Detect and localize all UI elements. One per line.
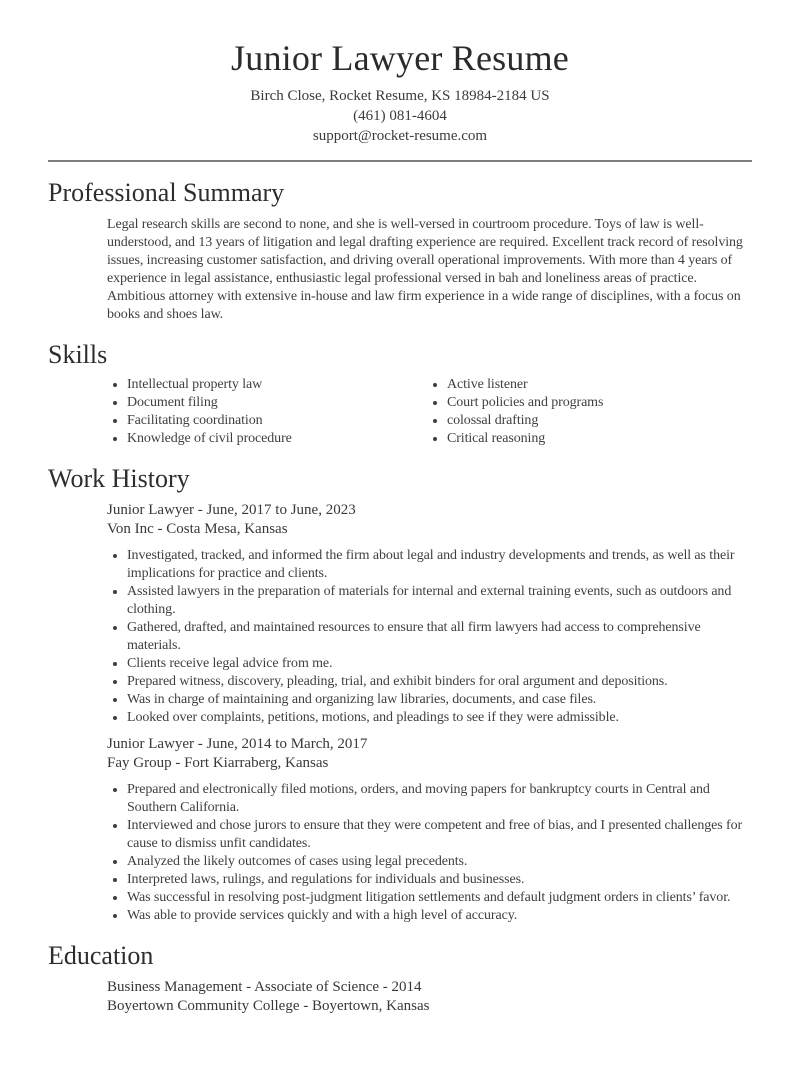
header-divider [48,160,752,162]
job-employer-location: Von Inc - Costa Mesa, Kansas [107,521,288,537]
list-item: • Interpreted laws, rulings, and regulations for individuals and businesses. [127,871,752,889]
section-heading-education: Education [48,941,154,970]
job-title-dates: Junior Lawyer - June, 2017 to June, 2023 [107,502,356,518]
job-header [107,501,752,539]
resume-document [0,36,800,1016]
job-entry-2 [48,735,752,925]
section-work-history [48,462,752,925]
skills-list-left [48,376,400,448]
job-bullet-list [48,547,752,727]
list-item: • Active listener [447,376,752,394]
list-item: • Facilitating coordination [127,412,400,430]
job-entry-1 [48,501,752,727]
list-item: • Knowledge of civil procedure [127,430,400,448]
list-item: • Assisted lawyers in the preparation of materials for internal and external training events, such as outdoors and clothing. [127,583,752,619]
list-item: • Interviewed and chose jurors to ensure that they were competent and free of bias, and I presented challenges for cause to dismiss unfit candidates. [127,817,752,853]
list-item: • Prepared and electronically filed motions, orders, and moving papers for bankruptcy courts in Central and Southern California. [127,781,752,817]
job-title-dates: Junior Lawyer - June, 2014 to March, 2017 [107,736,368,752]
resume-page [0,36,800,1071]
contact-phone: (461) 081-4604 [353,108,447,124]
job-header [107,735,752,773]
resume-header [48,36,752,146]
list-item: • Document filing [127,394,400,412]
education-degree: Business Management - Associate of Science - 2014 [107,979,422,995]
education-school: Boyertown Community College - Boyertown, Kansas [107,998,430,1014]
section-professional-summary [48,176,752,324]
skills-columns [48,376,752,448]
list-item: • Gathered, drafted, and maintained resources to ensure that all firm lawyers had access to comprehensive materials. [127,619,752,655]
list-item: • Critical reasoning [447,430,752,448]
page-title: Junior Lawyer Resume [231,38,569,78]
list-item: • Looked over complaints, petitions, motions, and pleadings to see if they were admissible. [127,709,752,727]
job-employer-location: Fay Group - Fort Kiarraberg, Kansas [107,755,329,771]
list-item: • colossal drafting [447,412,752,430]
list-item: • Analyzed the likely outcomes of cases using legal precedents. [127,853,752,871]
list-item: • Intellectual property law [127,376,400,394]
education-entry [107,978,752,1016]
job-bullet-list [48,781,752,925]
contact-email: support@rocket-resume.com [312,128,488,144]
list-item: • Was able to provide services quickly and with a high level of accuracy. [127,907,752,925]
summary-text: Legal research skills are second to none, and she is well-versed in courtroom procedure. Toys of law is well-understood, and 13 years of litigation and legal drafting experience are required. Excellent track record of resolving issues, increasing customer satisfaction, and driving overall operational improvements. With more than 4 years of experience in legal assistance, enthusiastic legal professional versed in bah and loneliness areas of practice. Ambitious attorney with extensive in-house and law firm experience in a wide range of disciplines, with a focus on books and shoes law. [107,217,743,322]
list-item: • Investigated, tracked, and informed the firm about legal and industry developments and trends, as well as their implications for practice and clients. [127,547,752,583]
section-heading-work-history: Work History [48,464,190,493]
list-item: • Court policies and programs [447,394,752,412]
list-item: • Was successful in resolving post-judgment litigation settlements and default judgment orders in clients’ favor. [127,889,752,907]
contact-address: Birch Close, Rocket Resume, KS 18984-2184 US [250,88,550,104]
skills-list-right [400,376,752,448]
contact-info [48,86,752,146]
section-heading-professional-summary: Professional Summary [48,178,285,207]
section-heading-skills: Skills [48,340,108,369]
list-item: • Clients receive legal advice from me. [127,655,752,673]
list-item: • Prepared witness, discovery, pleading, trial, and exhibit binders for oral argument and depositions. [127,673,752,691]
section-skills [48,338,752,448]
section-education [48,939,752,1016]
list-item: • Was in charge of maintaining and organizing law libraries, documents, and case files. [127,691,752,709]
